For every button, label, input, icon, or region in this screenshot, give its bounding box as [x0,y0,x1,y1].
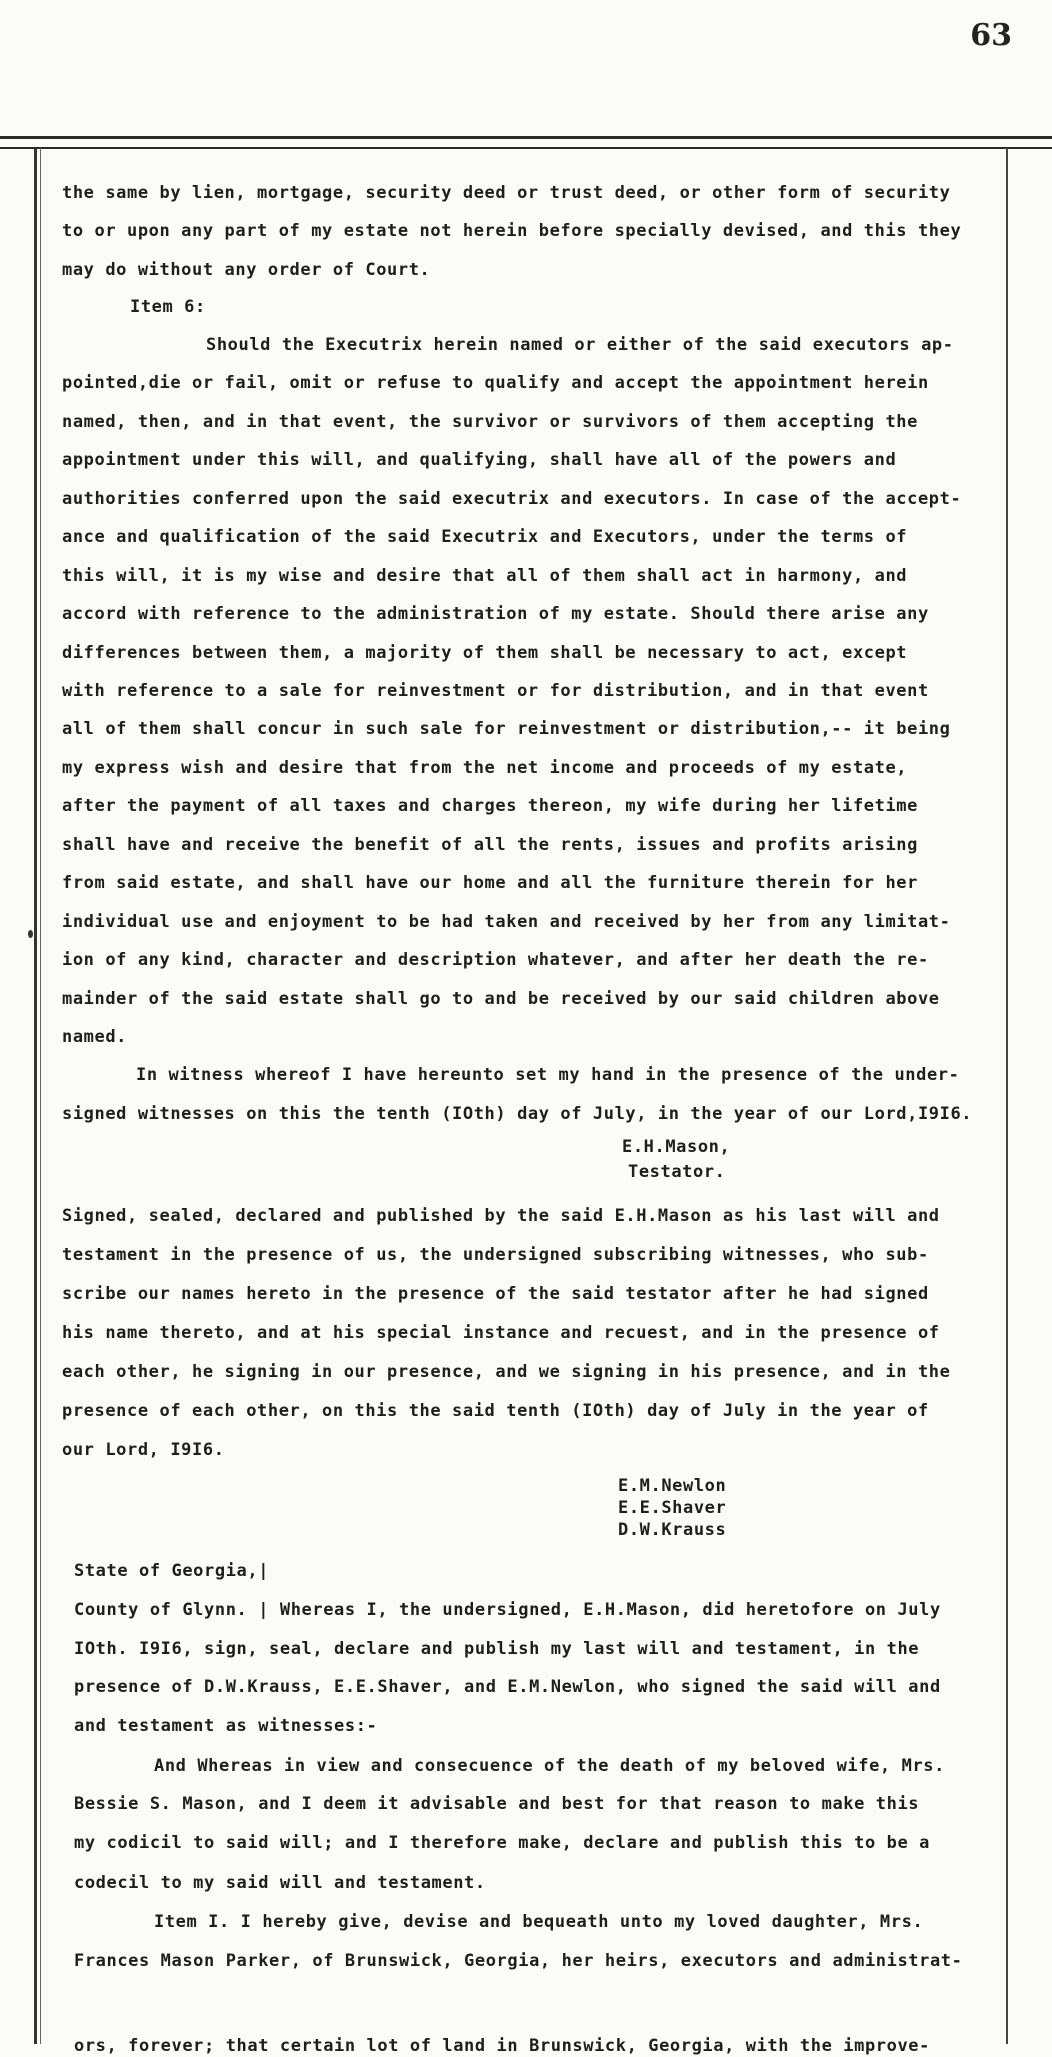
text-line: each other, he signing in our presence, and we signing in his presence, and in the [62,1362,951,1382]
text-line: individual use and enjoyment to be had taken and received by her from any limitat- [62,912,951,932]
text-line: E.E.Shaver [618,1498,727,1518]
text-line: Bessie S. Mason, and I deem it advisable and best for that reason to make this [74,1794,920,1814]
text-line: accord with reference to the administration of my estate. Should there arise any [62,604,929,624]
text-line: his name thereto, and at his special instance and recuest, and in the presence of [62,1323,940,1343]
text-line: this will, it is my wise and desire that all of them shall act in harmony, and [62,566,908,586]
text-line: scribe our names hereto in the presence of the said testator after he had signed [62,1284,929,1304]
text-line: all of them shall concur in such sale for reinvestment or distribution,-- it being [62,719,951,739]
text-line: shall have and receive the benefit of all the rents, issues and profits arising [62,835,918,855]
text-line: from said estate, and shall have our home and all the furniture therein for her [62,873,918,893]
text-line: Signed, sealed, declared and published by the said E.H.Mason as his last will and [62,1206,940,1226]
text-line: Item I. I hereby give, devise and bequeath unto my loved daughter, Mrs. [154,1912,924,1932]
text-line: D.W.Krauss [618,1520,727,1540]
text-line: appointment under this will, and qualifying, shall have all of the powers and [62,450,897,470]
text-line: and testament as witnesses:- [74,1716,378,1736]
text-line: codecil to my said will and testament. [74,1873,486,1893]
text-line: to or upon any part of my estate not herein before specially devised, and this they [62,221,962,241]
text-line: our Lord, I9I6. [62,1440,225,1460]
left-frame-line-inner [40,148,41,2044]
text-line: ors, forever; that certain lot of land in Brunswick, Georgia, with the improve- [74,2035,930,2056]
text-line: after the payment of all taxes and charges thereon, my wife during her lifetime [62,796,918,816]
text-line: ance and qualification of the said Executrix and Executors, under the terms of [62,527,908,547]
text-line: the same by lien, mortgage, security deed or trust deed, or other form of security [62,183,951,203]
document-body [62,0,1000,2056]
text-line: with reference to a sale for reinvestment or for distribution, and in that event [62,681,929,701]
text-line: pointed,die or fail, omit or refuse to qualify and accept the appointment herein [62,373,929,393]
text-line: my codicil to said will; and I therefore make, declare and publish this to be a [74,1833,930,1853]
text-line: named, then, and in that event, the survivor or survivors of them accepting the [62,412,918,432]
text-line: named. [62,1027,128,1047]
text-line: In witness whereof I have hereunto set my hand in the presence of the under- [136,1065,960,1085]
text-line: And Whereas in view and consecuence of the death of my beloved wife, Mrs. [154,1756,945,1776]
text-line: County of Glynn. | Whereas I, the undersigned, E.H.Mason, did heretofore on July [74,1600,941,1620]
text-line: Should the Executrix herein named or either of the said executors ap- [206,335,954,355]
text-line: State of Georgia,| [74,1561,270,1581]
text-line: Testator. [628,1162,726,1182]
text-line: testament in the presence of us, the undersigned subscribing witnesses, who sub- [62,1245,929,1265]
text-line: presence of each other, on this the said tenth (IOth) day of July in the year of [62,1401,929,1421]
text-line: Item 6: [130,297,206,317]
left-frame-line [34,148,37,2044]
text-line: IOth. I9I6, sign, seal, declare and publish my last will and testament, in the [74,1639,920,1659]
text-line: signed witnesses on this the tenth (IOth) day of July, in the year of our Lord,I9I6. [62,1104,973,1124]
text-line: authorities conferred upon the said executrix and executors. In case of the accept- [62,489,962,509]
text-line: E.H.Mason, [622,1137,731,1157]
text-line: ion of any kind, character and description whatever, and after her death the re- [62,950,929,970]
text-line: E.M.Newlon [618,1476,727,1496]
text-line: differences between them, a majority of them shall be necessary to act, except [62,643,908,663]
text-line: my express wish and desire that from the net income and proceeds of my estate, [62,758,908,778]
text-line: presence of D.W.Krauss, E.E.Shaver, and E.M.Newlon, who signed the said will and [74,1677,941,1697]
text-line: mainder of the said estate shall go to and be received by our said children above [62,989,940,1009]
text-line: may do without any order of Court. [62,260,431,280]
right-frame-line [1006,148,1008,2044]
ink-speck [28,930,33,938]
page-number: 63 [970,18,1012,53]
text-line: Frances Mason Parker, of Brunswick, Georgia, her heirs, executors and administrat- [74,1951,963,1971]
